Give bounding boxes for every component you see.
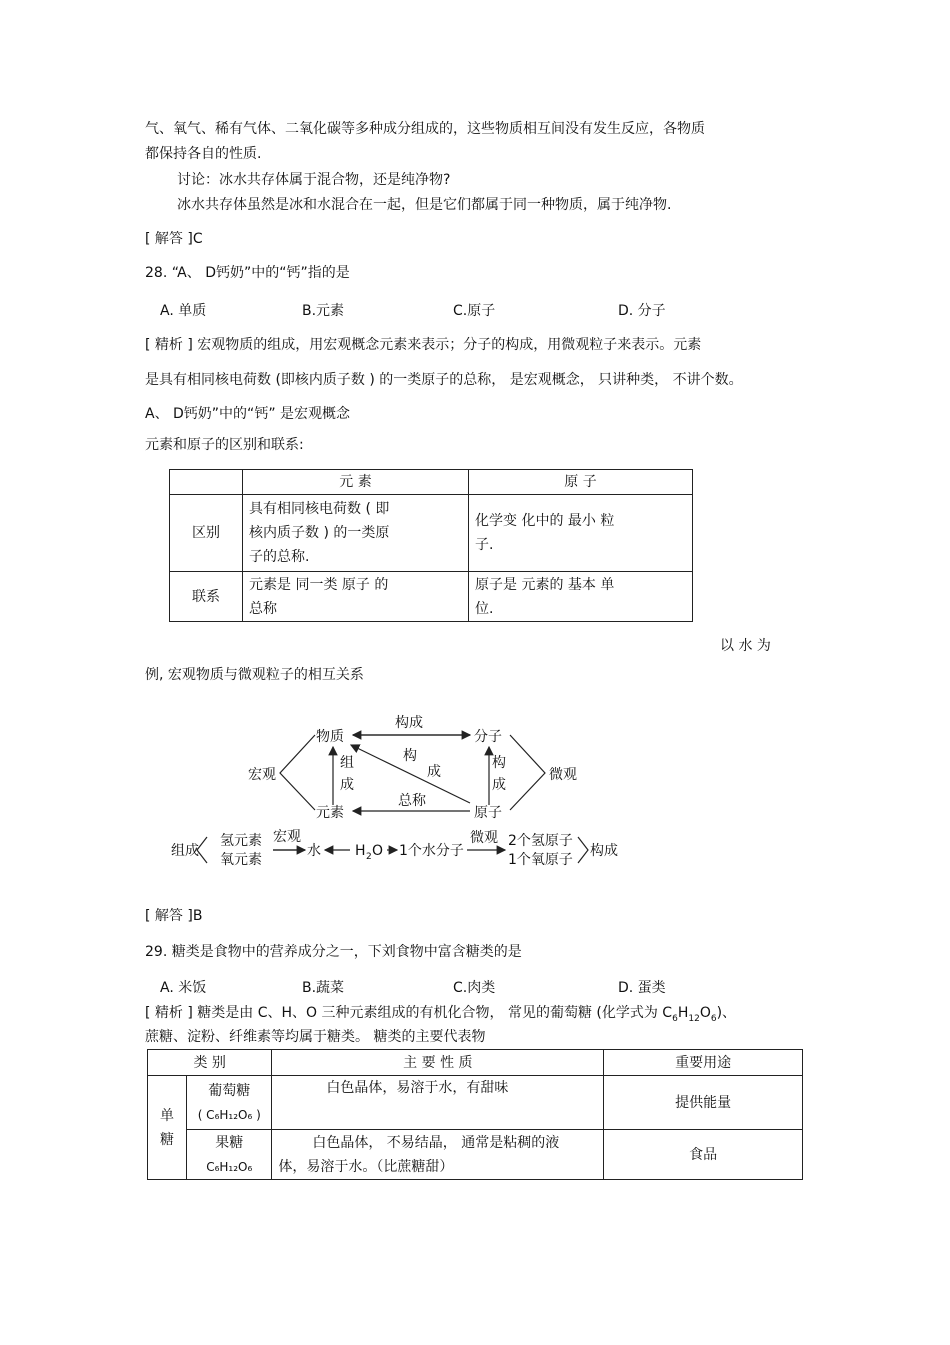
label-compose: 组成 [171, 843, 199, 859]
label-two-h: 2个氢原子 [508, 833, 573, 849]
label-h2o-h: H [355, 843, 366, 859]
option-b: B.元素 [302, 303, 345, 319]
paragraph-line: 气、氧气、稀有气体、二氧化碳等多种成分组成的，这些物质相互间没有发生反应，各物质 [145, 121, 705, 137]
label-atom: 原子 [474, 805, 502, 821]
label-constitute-2: 成 [492, 777, 506, 793]
option-c: C.原子 [453, 303, 496, 319]
label-substance: 物质 [316, 729, 344, 745]
water-example-line: 例, 宏观物质与微观粒子的相互关系 [145, 667, 364, 683]
label-constitute-1: 构 [492, 755, 506, 771]
fructose-property: 白色晶体， 不易结晶， 通常是粘稠的液 体，易溶于水。（比蔗糖甜） [272, 1130, 604, 1180]
option-c: C.肉类 [453, 980, 496, 996]
label-macro-2: 宏观 [273, 829, 301, 845]
label-compose-2: 成 [340, 777, 354, 793]
glucose-name-cell: 葡萄糖 ( C₆H₁₂O₆ ) [187, 1076, 272, 1130]
label-element: 元素 [316, 805, 344, 821]
analysis-line: A、 D钙奶”中的“钙” 是宏观概念 [145, 406, 351, 422]
label-one-o: 1个氧原子 [508, 852, 573, 868]
label-h-element: 氢元素 [220, 833, 262, 849]
label-diag-1: 构 [403, 748, 417, 764]
option-b: B.蔬菜 [302, 980, 345, 996]
element-difference-cell: 具有相同核电荷数 ( 即 核内质子数 ) 的一类原 子的总称. [243, 495, 469, 572]
header-property: 主 要 性 质 [272, 1050, 604, 1076]
header-element: 元 素 [243, 470, 469, 495]
element-relation-cell: 元素是 同一类 原子 的 总称 [243, 572, 469, 622]
discussion-answer: 冰水共存体虽然是冰和水混合在一起，但是它们都属于同一种物质，属于纯净物. [177, 197, 672, 213]
fructose-use: 食品 [604, 1130, 803, 1180]
row-label-difference: 区别 [170, 495, 243, 572]
option-d: D. 蛋类 [618, 980, 666, 996]
header-class: 类 别 [148, 1050, 272, 1076]
label-micro: 微观 [549, 767, 577, 783]
analysis-line-29: 蔗糖、淀粉、纤维素等均属于糖类。 糖类的主要代表物 [145, 1029, 486, 1045]
label-molecule: 分子 [474, 729, 502, 745]
analysis-line-29: [ 精析 ] 糖类是由 C、H、O 三种元素组成的有机化合物， 常见的葡萄糖 (化学式为 $C_6H_{12}O_6$)、 [145, 1005, 737, 1024]
glucose-property: 白色晶体，易溶于水，有甜味 [272, 1076, 604, 1130]
label-diag-2: 成 [427, 764, 441, 780]
row-label-relation: 联系 [170, 572, 243, 622]
question-29: 29. 糖类是食物中的营养成分之一，下刘食物中富含糖类的是 [145, 944, 522, 960]
water-example-line: 以 水 为 [720, 638, 771, 654]
paragraph-line: 都保持各自的性质. [145, 146, 262, 162]
answer-27: [ 解答 ]C [145, 231, 203, 247]
label-one-molecule: 1个水分子 [399, 843, 464, 859]
label-h2o-o: O [372, 843, 384, 859]
option-d: D. 分子 [618, 303, 666, 319]
label-macro: 宏观 [248, 767, 276, 783]
group-monosaccharide: 单 糖 [148, 1076, 187, 1180]
label-h2o-2: 2 [366, 852, 372, 862]
label-micro-2: 微观 [470, 830, 498, 846]
label-water: 水 [307, 843, 321, 859]
sugar-table [147, 1049, 803, 1180]
question-28: 28. “A、 D钙奶”中的“钙”指的是 [145, 265, 350, 281]
macro-micro-diagram [165, 705, 635, 880]
element-atom-table [169, 469, 693, 622]
label-compose-1: 组 [340, 755, 354, 771]
label-total: 总称 [398, 793, 426, 809]
glucose-use: 提供能量 [604, 1076, 803, 1130]
analysis-line: [ 精析 ] 宏观物质的组成，用宏观概念元素来表示；分子的构成，用微观粒子来表示。元素 [145, 337, 702, 353]
analysis-line: 元素和原子的区别和联系: [145, 437, 304, 453]
option-a: A. 米饭 [160, 980, 207, 996]
label-top-constitute: 构成 [395, 715, 423, 731]
label-constitute: 构成 [590, 843, 618, 859]
atom-difference-cell: 化学变 化中的 最小 粒 子. [469, 495, 693, 572]
atom-relation-cell: 原子是 元素的 基本 单 位. [469, 572, 693, 622]
label-o-element: 氧元素 [220, 852, 262, 868]
header-atom: 原 子 [469, 470, 693, 495]
analysis-line: 是具有相同核电荷数 (即核内质子数 ) 的一类原子的总称， 是宏观概念， 只讲种类， 不讲个数。 [145, 372, 743, 388]
fructose-name-cell: 果糖 C₆H₁₂O₆ [187, 1130, 272, 1180]
discussion-question: 讨论：冰水共存体属于混合物，还是纯净物? [177, 172, 451, 188]
header-use: 重要用途 [604, 1050, 803, 1076]
option-a: A. 单质 [160, 303, 207, 319]
answer-28: [ 解答 ]B [145, 908, 203, 924]
